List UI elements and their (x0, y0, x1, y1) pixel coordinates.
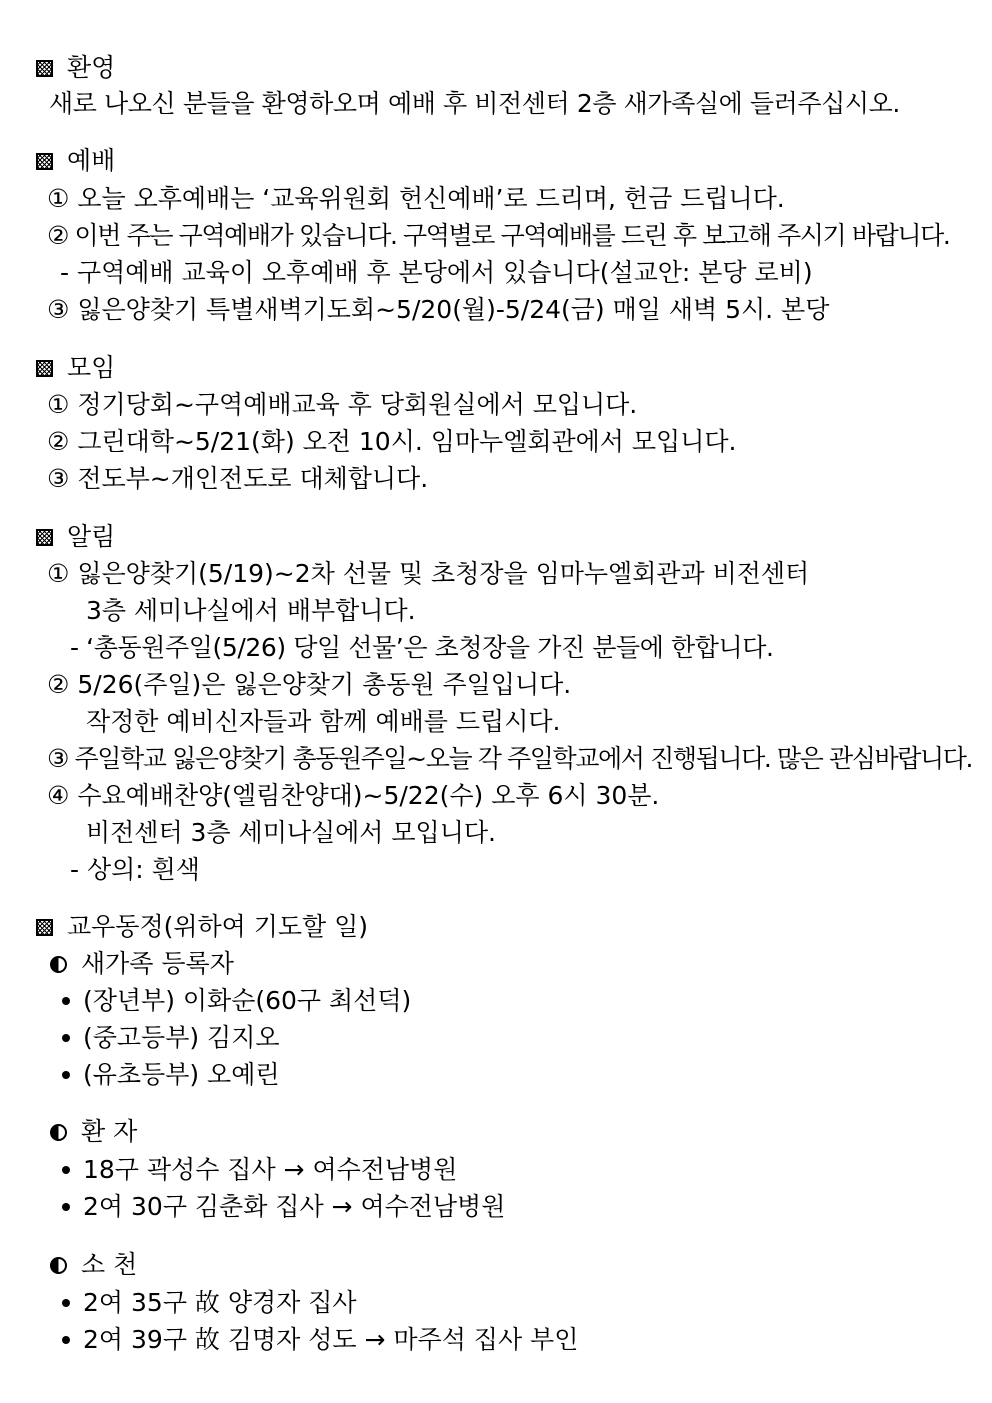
notice-subitem: - 상의: 흰색 (70, 855, 200, 884)
notice-item: ① 잃은양찾기(5/19)~2차 선물 및 초청장을 임마누엘회관과 비전센터 (47, 559, 810, 588)
section-heading-prayer: 교우동정(위하여 기도할 일) (36, 911, 368, 943)
section-heading-meeting: 모임 (36, 352, 115, 384)
list-item: 2여 39구 故 김명자 성도 → 마주석 집사 부인 (62, 1324, 578, 1356)
worship-item: ③ 잃은양찾기 특별새벽기도회~5/20(월)-5/24(금) 매일 새벽 5시. 본당 (47, 295, 830, 324)
meeting-item: ① 정기당회~구역예배교육 후 당회원실에서 모입니다. (47, 390, 638, 419)
subheading-deceased: 소 천 (50, 1249, 137, 1281)
square-bullet-icon (36, 919, 53, 936)
list-item: (유초등부) 오예린 (62, 1059, 280, 1091)
bullet-icon (62, 1203, 70, 1211)
subheading-patients: 환 자 (50, 1116, 137, 1148)
notice-item: ④ 수요예배찬양(엘림찬양대)~5/22(수) 오후 6시 30분. (47, 781, 660, 810)
list-item: (장년부) 이화순(60구 최선덕) (62, 985, 411, 1017)
meeting-item: ② 그린대학~5/21(화) 오전 10시. 임마누엘회관에서 모입니다. (47, 427, 737, 456)
square-bullet-icon (36, 529, 53, 546)
bullet-icon (62, 1034, 70, 1042)
list-item: (중고등부) 김지오 (62, 1022, 280, 1054)
worship-subitem: - 구역예배 교육이 오후예배 후 본당에서 있습니다(설교안: 본당 로비) (60, 258, 813, 287)
square-bullet-icon (36, 60, 53, 77)
list-item: 2여 30구 김춘화 집사 → 여수전남병원 (62, 1191, 505, 1223)
notice-item: ② 5/26(주일)은 잃은양찾기 총동원 주일입니다. (47, 670, 572, 699)
notice-subitem: - ‘총동원주일(5/26) 당일 선물’은 초청장을 가진 분들에 한합니다. (70, 633, 774, 662)
bullet-icon (62, 997, 70, 1005)
welcome-text: 새로 나오신 분들을 환영하오며 예배 후 비전센터 2층 새가족실에 들러주십시오. (49, 89, 900, 118)
meeting-item: ③ 전도부~개인전도로 대체합니다. (47, 464, 429, 493)
worship-item: ② 이번 주는 구역예배가 있습니다. 구역별로 구역예배를 드린 후 보고해 주시기 바랍니다. (47, 221, 950, 250)
bullet-icon (62, 1166, 70, 1174)
bullet-icon (62, 1071, 70, 1079)
notice-item: ③ 주일학교 잃은양찾기 총동원주일~오늘 각 주일학교에서 진행됩니다. 많은 관심바랍니다. (47, 744, 973, 773)
notice-continuation: 3층 세미나실에서 배부합니다. (86, 596, 416, 625)
half-circle-icon (50, 1257, 67, 1274)
half-circle-icon (50, 1124, 67, 1141)
notice-continuation: 비전센터 3층 세미나실에서 모입니다. (86, 818, 496, 847)
half-circle-icon (50, 956, 67, 973)
bullet-icon (62, 1336, 70, 1344)
square-bullet-icon (36, 360, 53, 377)
square-bullet-icon (36, 153, 53, 170)
bullet-icon (62, 1299, 70, 1307)
worship-item: ① 오늘 오후예배는 ‘교육위원회 헌신예배’로 드리며, 헌금 드립니다. (47, 184, 785, 213)
list-item: 2여 35구 故 양경자 집사 (62, 1287, 357, 1319)
subheading-new-family: 새가족 등록자 (50, 948, 234, 980)
section-heading-notice: 알림 (36, 521, 115, 553)
list-item: 18구 곽성수 집사 → 여수전남병원 (62, 1154, 457, 1186)
section-heading-worship: 예배 (36, 145, 115, 177)
section-heading-welcome: 환영 (36, 52, 115, 84)
notice-continuation: 작정한 예비신자들과 함께 예배를 드립시다. (86, 707, 561, 736)
